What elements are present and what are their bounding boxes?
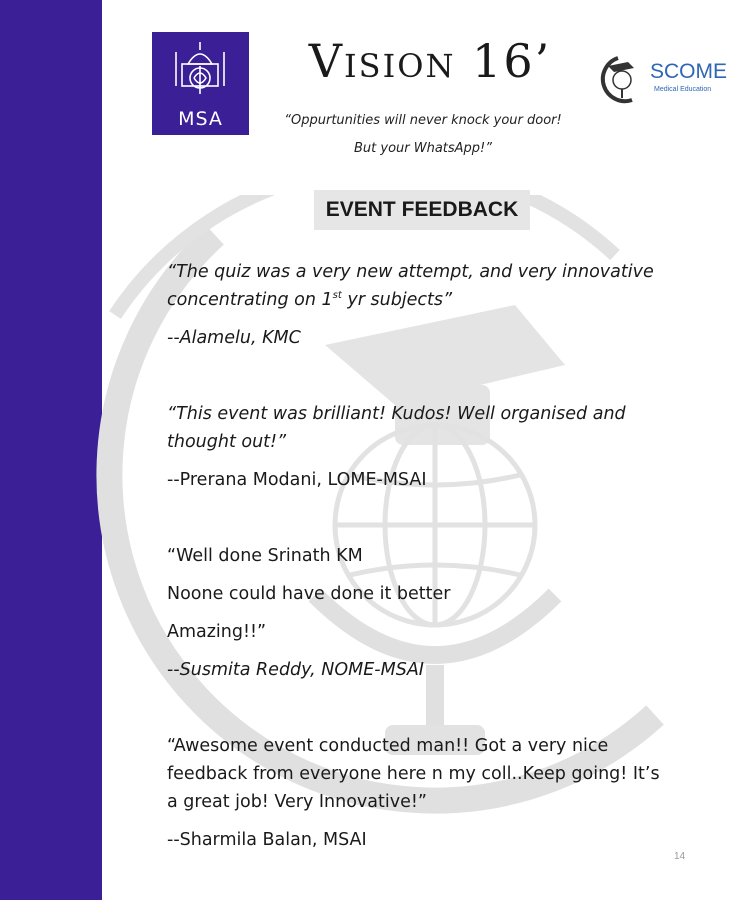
page-number: 14: [674, 851, 686, 862]
feedback-3-line-1: “Well done Srinath KM: [167, 546, 363, 566]
feedback-4-line-3: a great job! Very Innovative!”: [167, 792, 427, 812]
feedback-1-line-1: “The quiz was a very new attempt, and very innovative: [167, 262, 654, 282]
feedback-1-line-2: concentrating on 1st yr subjects”: [167, 290, 453, 310]
feedback-3-author: --Susmita Reddy, NOME-MSAI: [167, 660, 424, 680]
feedback-2-author: --Prerana Modani, LOME-MSAI: [167, 470, 427, 490]
scome-subtitle: Medical Education: [654, 86, 712, 93]
scome-graduate-icon: [592, 52, 648, 107]
msa-logo-text: MSA: [178, 108, 223, 130]
feedback-2-line-2: thought out!”: [167, 432, 287, 452]
feedback-4-author: --Sharmila Balan, MSAI: [167, 830, 367, 850]
scome-watermark-icon: [95, 195, 725, 815]
feedback-4-line-2: feedback from everyone here n my coll..Keep going! It’s: [167, 764, 660, 784]
msa-logo: [152, 32, 249, 135]
taj-mahal-icon: [170, 38, 230, 106]
page-title: Vision 16’: [308, 34, 552, 88]
tagline: [258, 107, 588, 163]
feedback-2-line-1: “This event was brilliant! Kudos! Well organised and: [167, 404, 626, 424]
left-sidebar-band: [0, 0, 102, 900]
scome-name: SCOME: [650, 60, 728, 83]
feedback-1-author: --Alamelu, KMC: [167, 328, 301, 348]
tagline-line-1: “Oppurtunities will never knock your door!: [284, 113, 562, 128]
section-heading: EVENT FEEDBACK: [314, 190, 530, 230]
tagline-line-2: But your WhatsApp!”: [353, 141, 493, 156]
feedback-4-line-1: “Awesome event conducted man!! Got a very nice: [167, 736, 609, 756]
feedback-3-line-2: Noone could have done it better: [167, 584, 451, 604]
feedback-3-line-3: Amazing!!”: [167, 622, 267, 642]
scome-logo: [592, 52, 737, 107]
